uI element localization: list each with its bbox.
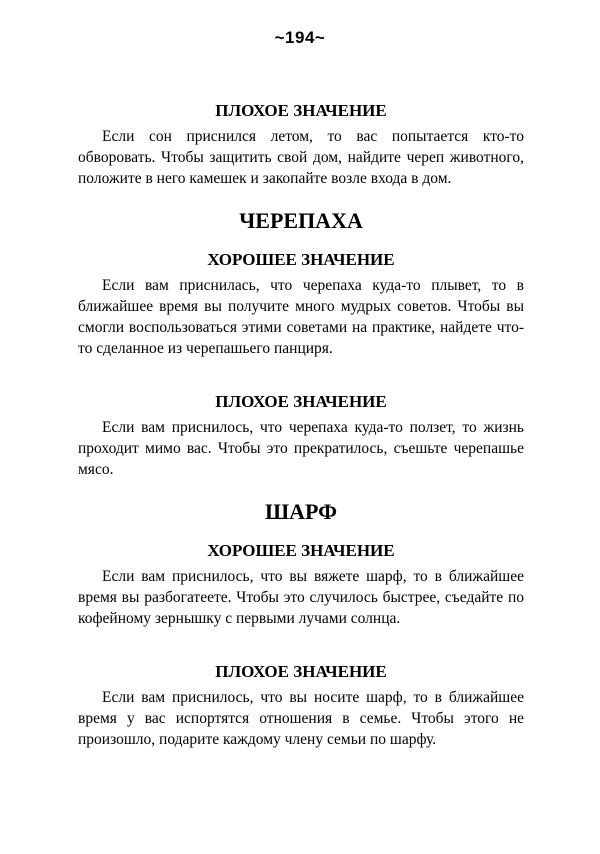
good-meaning-text: Если вам приснилось, что вы вяжете шарф, то в ближайшее время вы разбогатеете. Чтобы это случилось быстрее, съедайте по кофейному зернышку с первыми лучами солнца. bbox=[78, 568, 524, 627]
entry-title: ЧЕРЕПАХА bbox=[239, 208, 363, 233]
bad-meaning-heading: ПЛОХОЕ ЗНАЧЕНИЕ bbox=[215, 662, 387, 681]
bad-meaning-heading: ПЛОХОЕ ЗНАЧЕНИЕ bbox=[215, 392, 387, 411]
page-number: ~194~ bbox=[274, 28, 326, 47]
bad-meaning-text: Если вам приснилось, что черепаха куда-то ползет, то жизнь проходит мимо вас. Чтобы это прекратилось, съешьте черепашье мясо. bbox=[78, 419, 524, 478]
good-meaning-heading: ХОРОШЕЕ ЗНАЧЕНИЕ bbox=[207, 250, 395, 269]
page-content bbox=[78, 100, 524, 750]
bad-meaning-text: Если вам приснилось, что вы носите шарф, то в ближайшее время у вас испортятся отношения в семье. Чтобы этого не произошло, подарите каждому члену семьи по шарфу. bbox=[78, 689, 524, 748]
bad-meaning-text: Если сон приснился летом, то вас попытается кто-то обворовать. Чтобы защитить свой дом, найдите череп животного, положите в него камешек и закопайте возле входа в дом. bbox=[78, 128, 524, 187]
good-meaning-text: Если вам приснилась, что черепаха куда-то плывет, то в ближайшее время вы получите много мудрых советов. Чтобы вы смогли воспользоваться этими советами на практике, найдете что-то сделанное из черепашьего панциря. bbox=[78, 277, 524, 357]
bad-meaning-heading: ПЛОХОЕ ЗНАЧЕНИЕ bbox=[215, 101, 387, 120]
entry-scarf bbox=[78, 498, 524, 750]
section-previous-bad bbox=[78, 100, 524, 189]
good-meaning-heading: ХОРОШЕЕ ЗНАЧЕНИЕ bbox=[207, 541, 395, 560]
entry-turtle bbox=[78, 207, 524, 480]
entry-title: ШАРФ bbox=[264, 499, 337, 524]
